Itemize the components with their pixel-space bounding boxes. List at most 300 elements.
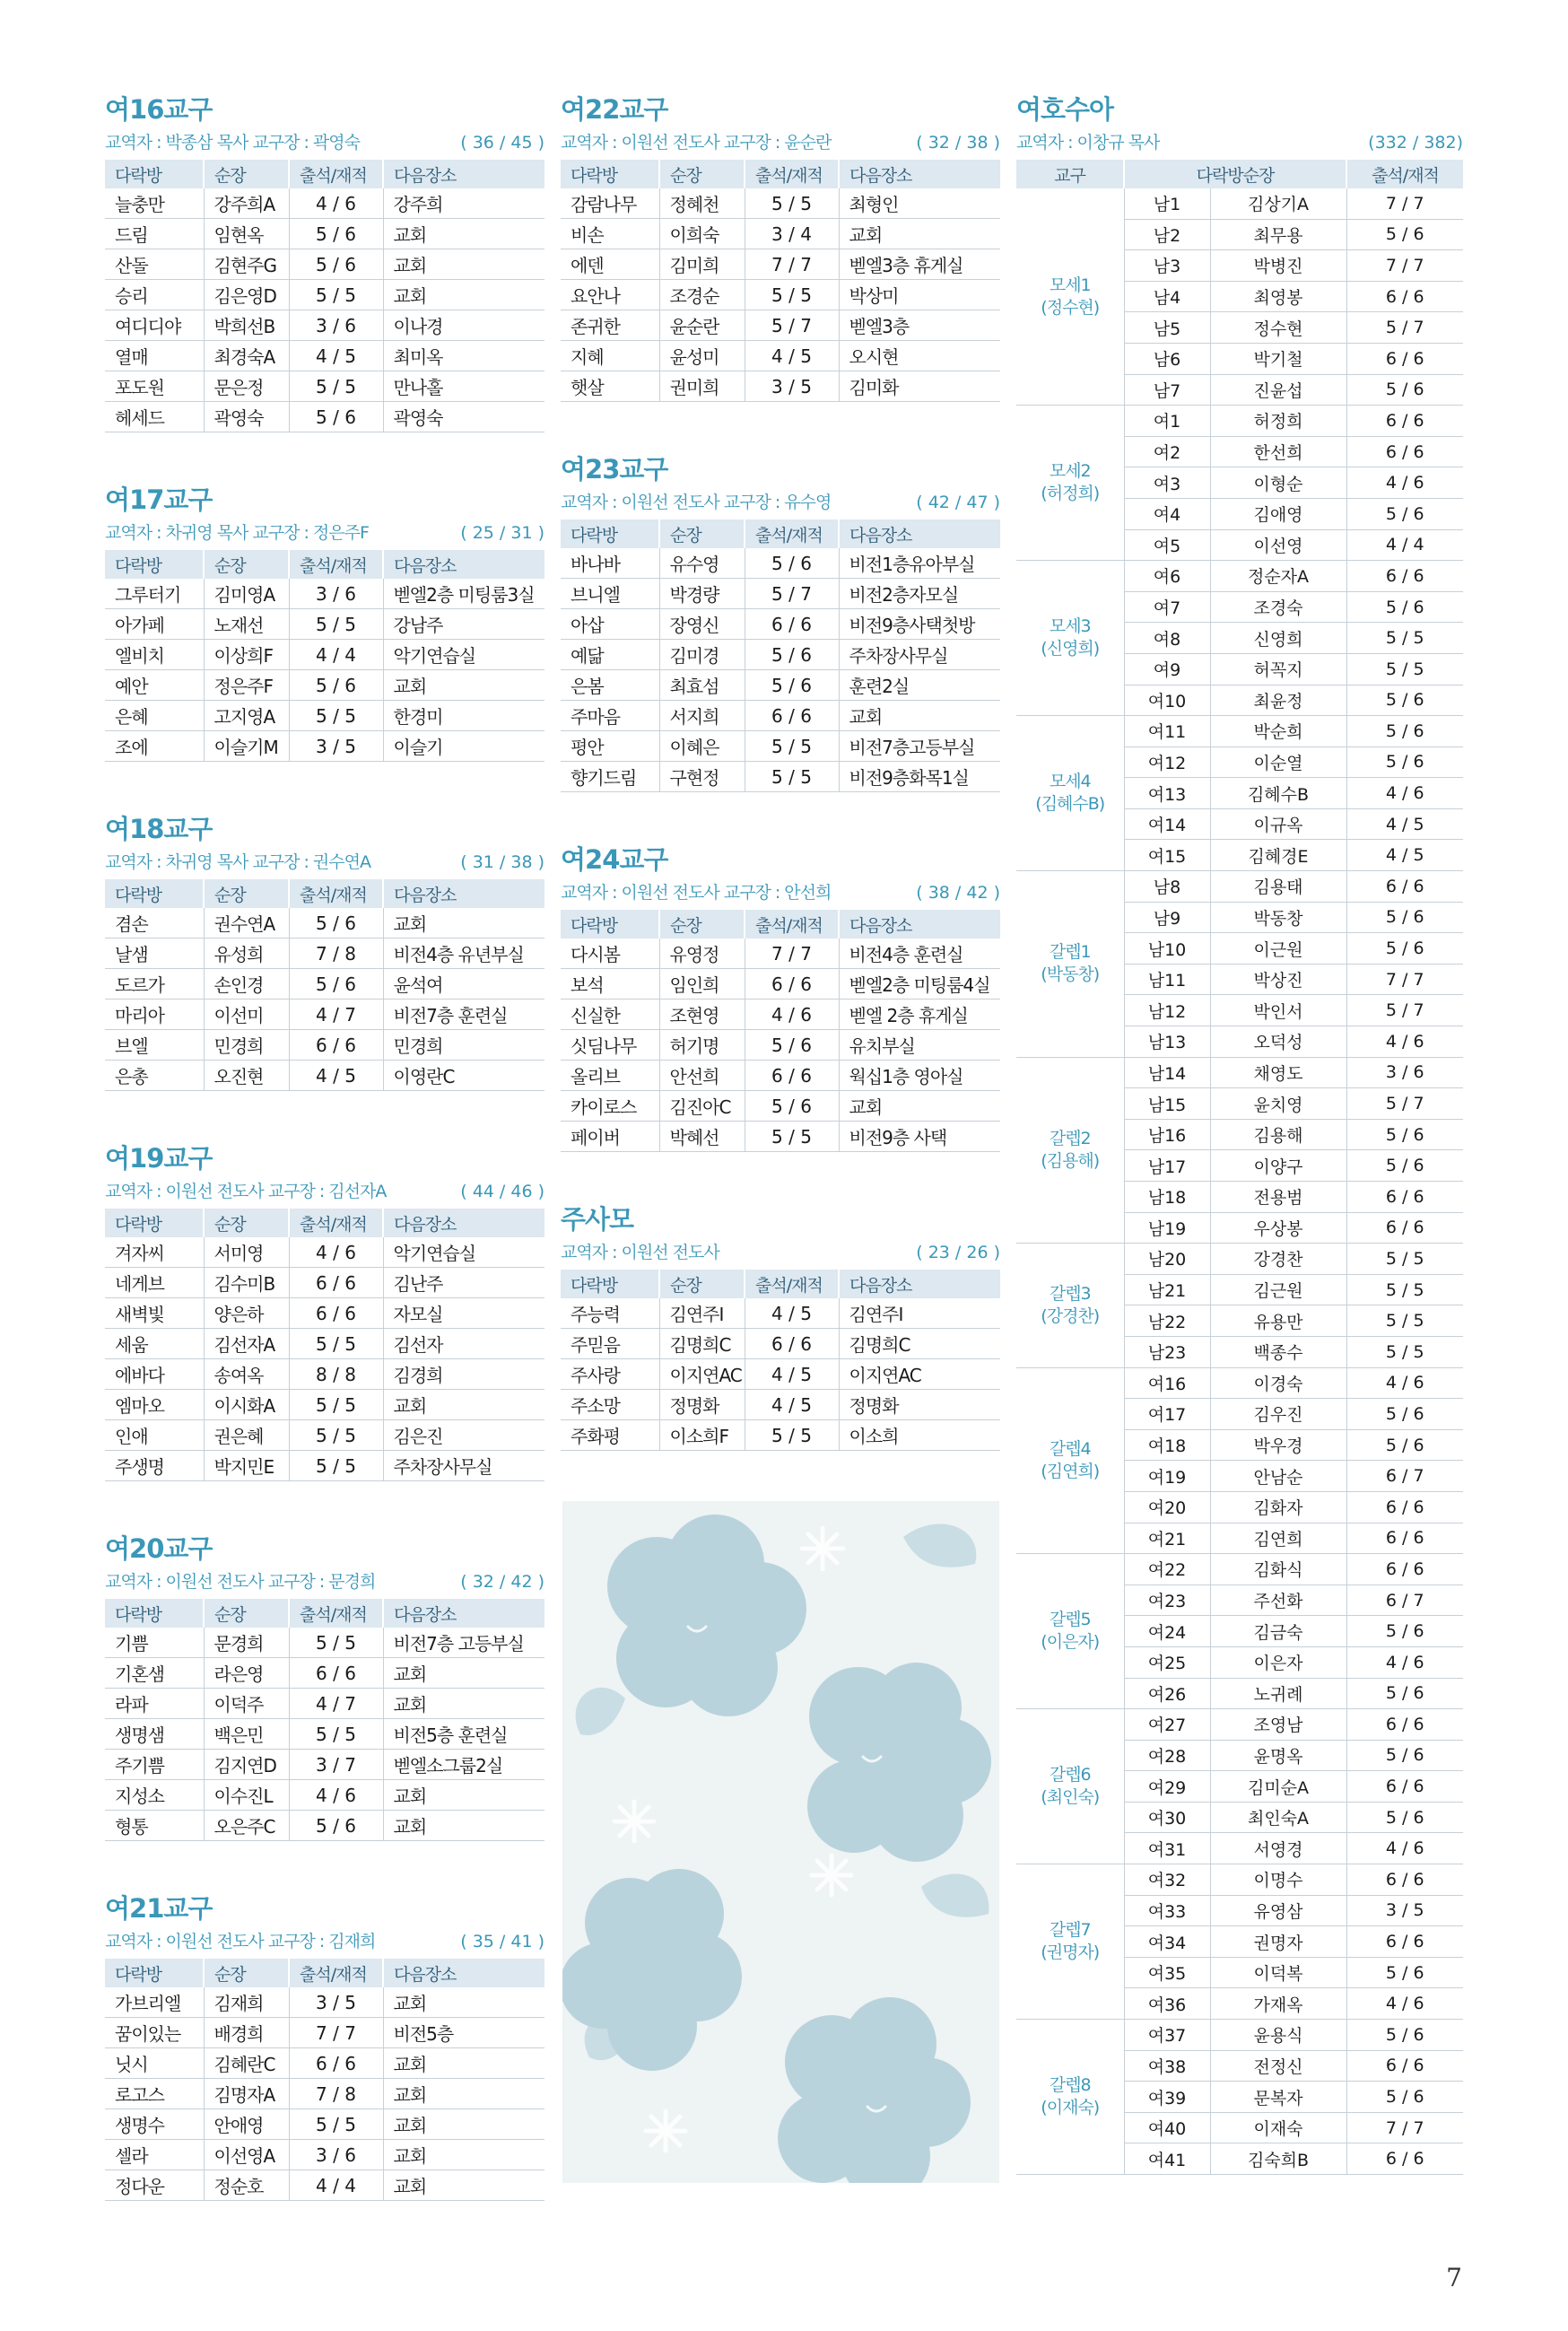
attended-value: 5: [1385, 907, 1397, 928]
leader-cell: 권수연A: [204, 908, 289, 939]
attended-value: 5: [1385, 503, 1397, 524]
attended-value: 4: [771, 1302, 783, 1324]
enrolled-value: 7: [1413, 2117, 1424, 2138]
room-cell: 남21: [1124, 1274, 1210, 1305]
room-cell: 남23: [1124, 1336, 1210, 1367]
enrolled-value: 6: [344, 912, 356, 934]
room-cell: 남8: [1124, 871, 1210, 903]
attendance-cell: 5 / 6: [289, 1811, 383, 1841]
attended-value: 7: [1385, 969, 1397, 990]
leader-cell: 김상기A: [1210, 188, 1346, 219]
leader-cell: 노귀례: [1210, 1678, 1346, 1709]
next-place-cell: 비전4층 유년부실: [383, 939, 544, 969]
enrolled-value: 6: [1413, 939, 1424, 959]
room-cell: 여3: [1124, 467, 1210, 499]
table-row: [561, 670, 1000, 701]
leader-cell: 박우경: [1210, 1429, 1346, 1461]
table-row: [105, 640, 544, 670]
leader-cell: 오은주C: [204, 1811, 289, 1841]
next-place-cell: 강남주: [383, 609, 544, 640]
table-row: [1016, 1554, 1463, 1585]
table-header-row: [105, 1209, 544, 1237]
enrolled-value: 6: [1413, 286, 1424, 307]
room-cell: 여26: [1124, 1678, 1210, 1709]
leader-cell: 김숙희B: [1210, 2143, 1346, 2175]
attendance-cell: 3 / 5: [289, 731, 383, 762]
attendance-cell: 3 / 6: [289, 310, 383, 341]
table-row: [105, 969, 544, 1000]
attended-value: 6: [1385, 1590, 1397, 1611]
leader-cell: 김용태: [1210, 871, 1346, 903]
table-row: [561, 1390, 1000, 1420]
table-header-row: [105, 550, 544, 579]
attendance-cell: 7 / 7: [745, 939, 839, 969]
room-cell: 여30: [1124, 1802, 1210, 1833]
leader-cell: 이경숙: [1210, 1367, 1346, 1399]
leader-cell: 조영남: [1210, 1709, 1346, 1741]
table-row: [561, 1122, 1000, 1152]
enrolled-value: 6: [344, 973, 356, 995]
attended-value: 7: [316, 942, 327, 965]
leader-cell: 박경량: [659, 579, 745, 609]
group-cell: [1016, 188, 1124, 406]
room-cell: 남5: [1124, 312, 1210, 344]
leader-cell: 이혜은: [659, 731, 745, 762]
attendance-cell: 5 / 5: [289, 1628, 383, 1658]
attendance-cell: 4 / 6: [289, 1780, 383, 1811]
attendance-cell: 5 / 5: [289, 1451, 383, 1481]
leader-cell: 권명자: [1210, 1926, 1346, 1958]
attended-value: 6: [771, 1332, 783, 1355]
leader-cell: 서미영: [204, 1237, 289, 1268]
enrolled-value: 7: [344, 1692, 356, 1715]
attended-value: 5: [1385, 1156, 1397, 1176]
leader-cell: 안선희: [659, 1061, 745, 1091]
column-header-next-place: 다음장소: [383, 879, 544, 908]
attended-value: 7: [316, 2021, 327, 2044]
attended-value: 4: [1385, 814, 1397, 834]
column-header-attendance: 출석/재적: [1346, 160, 1463, 188]
next-place-cell: 벧엘 2층 휴게실: [839, 1000, 1000, 1030]
leader-cell: 안애영: [204, 2109, 289, 2140]
column-header-attendance: 출석/재적: [745, 519, 839, 548]
attended-value: 5: [1385, 1621, 1397, 1642]
leader-cell: 고지영A: [204, 701, 289, 731]
section-leader: 교역자 : 박종삼 목사 교구장 : 곽영숙: [105, 133, 360, 153]
leader-cell: 박동창: [1210, 902, 1346, 933]
attendance-cell: 5 / 6: [745, 640, 839, 670]
section-leader: 교역자 : 이원선 전도사 교구장 : 김재희: [105, 1932, 376, 1951]
attended-value: 5: [316, 1454, 327, 1477]
enrolled-value: 6: [344, 2052, 356, 2074]
hosua-table: [1016, 160, 1463, 2175]
attended-value: 5: [316, 613, 327, 635]
table-row: [105, 1030, 544, 1061]
leader-cell: 김화식: [1210, 1554, 1346, 1585]
next-place-cell: 유치부실: [839, 1030, 1000, 1061]
group-name: 모세2: [1049, 461, 1091, 482]
attendance-cell: 4 / 7: [289, 1000, 383, 1030]
enrolled-value: 5: [800, 192, 812, 214]
section-meta: [561, 491, 1000, 514]
column-header-room: 다락방: [561, 1270, 659, 1298]
section-meta: [1016, 131, 1463, 154]
room-cell: 예안: [105, 670, 204, 701]
next-place-cell: 비전5층: [383, 2018, 544, 2048]
attendance-cell: 5 / 5: [745, 1420, 839, 1451]
column-header-attendance: 출석/재적: [289, 1959, 383, 1987]
room-cell: 여4: [1124, 498, 1210, 529]
table-row: [1016, 716, 1463, 747]
enrolled-value: 6: [800, 1034, 812, 1056]
enrolled-value: 7: [1413, 1590, 1424, 1611]
column-header-room: 다락방: [561, 910, 659, 939]
section-leader: 교역자 : 이원선 전도사 교구장 : 안선희: [561, 883, 832, 903]
attendance-cell: 5 / 5: [1346, 623, 1463, 654]
enrolled-value: 6: [1413, 2087, 1424, 2108]
attended-value: 4: [1385, 1373, 1397, 1393]
section-meta: [561, 131, 1000, 154]
enrolled-value: 5: [344, 1064, 356, 1087]
enrolled-value: 6: [800, 1003, 812, 1026]
next-place-cell: 훈련2실: [839, 670, 1000, 701]
room-cell: 꿈이있는: [105, 2018, 204, 2048]
attendance-cell: 7 / 8: [289, 2079, 383, 2109]
enrolled-value: 6: [1413, 1807, 1424, 1828]
leader-cell: 문은정: [204, 371, 289, 402]
room-cell: 새벽빛: [105, 1298, 204, 1329]
section-meta: [105, 1930, 544, 1953]
table-row: [105, 579, 544, 609]
attended-value: 5: [316, 253, 327, 275]
attended-value: 5: [771, 765, 783, 788]
enrolled-value: 5: [344, 1723, 356, 1745]
room-cell: 남19: [1124, 1212, 1210, 1244]
table-row: [561, 280, 1000, 310]
room-cell: 햇살: [561, 371, 659, 402]
room-cell: 겸손: [105, 908, 204, 939]
enrolled-value: 6: [1413, 2149, 1424, 2169]
room-cell: 여1: [1124, 406, 1210, 437]
next-place-cell: 교회: [383, 1811, 544, 1841]
room-cell: 여17: [1124, 1399, 1210, 1430]
leader-cell: 김금숙: [1210, 1616, 1346, 1647]
attendance-cell: 3 / 6: [289, 579, 383, 609]
room-cell: 닛시: [105, 2048, 204, 2079]
attended-value: 6: [1385, 876, 1397, 896]
group-name: 갈렙4: [1049, 1438, 1091, 1459]
column-header-room: 다락방: [561, 160, 659, 188]
leader-cell: 유수영: [659, 548, 745, 579]
attendance-cell: 4 / 6: [745, 1000, 839, 1030]
enrolled-value: 5: [1413, 1248, 1424, 1269]
enrolled-value: 7: [1413, 318, 1424, 338]
room-cell: 주믿음: [561, 1329, 659, 1359]
attended-value: 3: [771, 375, 783, 397]
room-cell: 향기드림: [561, 762, 659, 792]
table-row: [105, 908, 544, 939]
leader-cell: 윤명옥: [1210, 1740, 1346, 1771]
column-middle: [561, 94, 1000, 1503]
section-count: ( 44 / 46 ): [460, 1182, 544, 1201]
enrolled-value: 5: [800, 1393, 812, 1416]
enrolled-value: 6: [1413, 1373, 1424, 1393]
table-row: [561, 1061, 1000, 1091]
attendance-cell: 5 / 6: [1346, 1399, 1463, 1430]
next-place-cell: 교회: [383, 2048, 544, 2079]
enrolled-value: 5: [800, 375, 812, 397]
section-count: ( 23 / 26 ): [916, 1243, 1000, 1262]
room-cell: 네게브: [105, 1268, 204, 1298]
enrolled-value: 6: [1413, 876, 1424, 896]
column-header-leader: 순장: [204, 1209, 289, 1237]
attendance-cell: 6 / 6: [745, 1329, 839, 1359]
group-leader: (박동창): [1041, 965, 1100, 985]
column-header-leader: 순장: [204, 1959, 289, 1987]
attended-value: 5: [1385, 752, 1397, 773]
enrolled-value: 5: [800, 1125, 812, 1148]
attendance-cell: 5 / 6: [1346, 1957, 1463, 1988]
column-header-next-place: 다음장소: [839, 519, 1000, 548]
attendance-cell: 4 / 6: [1346, 1367, 1463, 1399]
leader-cell: 조경순: [659, 280, 745, 310]
next-place-cell: 비전1층유아부실: [839, 548, 1000, 579]
enrolled-value: 6: [1413, 1528, 1424, 1549]
table-row: [561, 609, 1000, 640]
table-row: [1016, 1367, 1463, 1399]
attended-value: 5: [1385, 720, 1397, 741]
enrolled-value: 6: [1413, 2056, 1424, 2076]
district-section: [105, 1893, 544, 2201]
attended-value: 5: [1385, 1403, 1397, 1424]
room-cell: 여23: [1124, 1585, 1210, 1616]
leader-cell: 노재선: [204, 609, 289, 640]
group-leader: (허정희): [1041, 484, 1100, 504]
attended-value: 4: [1385, 535, 1397, 555]
enrolled-value: 6: [1413, 1435, 1424, 1455]
leader-cell: 백은민: [204, 1719, 289, 1750]
attendance-cell: 5 / 6: [1346, 2082, 1463, 2113]
attended-value: 6: [1385, 1777, 1397, 1797]
attendance-cell: 4 / 5: [289, 341, 383, 371]
attendance-cell: 5 / 5: [289, 609, 383, 640]
room-cell: 은봄: [561, 670, 659, 701]
section-count: ( 32 / 38 ): [916, 133, 1000, 153]
room-cell: 정다운: [105, 2170, 204, 2201]
leader-cell: 민경희: [204, 1030, 289, 1061]
table-row: [105, 1268, 544, 1298]
table-row: [105, 2170, 544, 2201]
group-leader: (김혜수B): [1035, 794, 1105, 815]
room-cell: 여13: [1124, 778, 1210, 809]
enrolled-value: 7: [1413, 255, 1424, 275]
enrolled-value: 6: [1413, 1621, 1424, 1642]
attendance-cell: 5 / 5: [289, 280, 383, 310]
group-cell: [1016, 1864, 1124, 2020]
room-cell: 주화평: [561, 1420, 659, 1451]
attended-value: 4: [316, 1241, 327, 1263]
enrolled-value: 6: [344, 1034, 356, 1056]
group-leader: (김용해): [1041, 1150, 1100, 1171]
leader-cell: 임현옥: [204, 219, 289, 249]
room-cell: 마리아: [105, 1000, 204, 1030]
table-row: [561, 579, 1000, 609]
attended-value: 5: [316, 284, 327, 306]
enrolled-value: 6: [344, 582, 356, 605]
section-count: ( 35 / 41 ): [460, 1932, 544, 1951]
leader-cell: 라은영: [204, 1658, 289, 1689]
column-header-leader: 순장: [204, 1599, 289, 1628]
attended-value: 5: [771, 314, 783, 336]
next-place-cell: 교회: [383, 249, 544, 280]
leader-cell: 이지연AC: [659, 1359, 745, 1390]
district-section: [105, 1533, 544, 1841]
room-cell: 엠마오: [105, 1390, 204, 1420]
next-place-cell: 이소희: [839, 1420, 1000, 1451]
next-place-cell: 김경희: [383, 1359, 544, 1390]
attendance-cell: 3 / 7: [289, 1750, 383, 1780]
leader-cell: 김화자: [1210, 1491, 1346, 1523]
leader-cell: 안남순: [1210, 1461, 1346, 1492]
enrolled-value: 6: [344, 1241, 356, 1263]
next-place-cell: 김은진: [383, 1420, 544, 1451]
attended-value: 6: [1385, 1466, 1397, 1487]
column-header-next-place: 다음장소: [383, 1209, 544, 1237]
leader-cell: 이선미: [204, 1000, 289, 1030]
next-place-cell: 비전9층화목1실: [839, 762, 1000, 792]
attendance-cell: 7 / 7: [1346, 964, 1463, 995]
table-row: [105, 310, 544, 341]
attended-value: 5: [316, 1723, 327, 1745]
next-place-cell: 김명희C: [839, 1329, 1000, 1359]
room-cell: 평안: [561, 731, 659, 762]
attended-value: 4: [1385, 783, 1397, 804]
attendance-cell: 5 / 5: [1346, 653, 1463, 685]
next-place-cell: 교회: [383, 1689, 544, 1719]
attendance-cell: 6 / 6: [1346, 281, 1463, 312]
leader-cell: 김선자A: [204, 1329, 289, 1359]
leader-cell: 정혜천: [659, 188, 745, 219]
attended-value: 6: [1385, 348, 1397, 369]
leader-cell: 김연주I: [659, 1298, 745, 1329]
room-cell: 아가페: [105, 609, 204, 640]
next-place-cell: 벧엘2층 미팅룸4실: [839, 969, 1000, 1000]
attended-value: 6: [771, 973, 783, 995]
room-cell: 여28: [1124, 1740, 1210, 1771]
enrolled-value: 5: [1413, 659, 1424, 679]
room-cell: 여39: [1124, 2082, 1210, 2113]
attendance-cell: 6 / 6: [1346, 343, 1463, 374]
table-header-row: [561, 519, 1000, 548]
attendance-cell: 5 / 5: [289, 1719, 383, 1750]
attended-value: 5: [1385, 380, 1397, 400]
attendance-cell: 5 / 6: [289, 219, 383, 249]
group-cell: [1016, 1057, 1124, 1244]
table-row: [105, 731, 544, 762]
next-place-cell: 비전7층 훈련실: [383, 1000, 544, 1030]
section-title: 여22교구: [561, 94, 668, 125]
enrolled-value: 7: [800, 942, 812, 965]
leader-cell: 이선영A: [204, 2140, 289, 2170]
next-place-cell: 김연주I: [839, 1298, 1000, 1329]
leader-cell: 우상봉: [1210, 1212, 1346, 1244]
group-leader: (정수현): [1041, 297, 1100, 318]
table-header-row: [561, 910, 1000, 939]
attended-value: 3: [316, 582, 327, 605]
district-table: [105, 1599, 544, 1841]
attendance-cell: 4 / 5: [1346, 808, 1463, 840]
room-cell: 여16: [1124, 1367, 1210, 1399]
enrolled-value: 6: [800, 1095, 812, 1117]
column-header-next-place: 다음장소: [383, 1599, 544, 1628]
enrolled-value: 6: [344, 1302, 356, 1324]
attendance-cell: 5 / 7: [1346, 995, 1463, 1026]
table-header-row: [561, 1270, 1000, 1298]
attended-value: 5: [771, 674, 783, 696]
room-cell: 은총: [105, 1061, 204, 1091]
room-cell: 에덴: [561, 249, 659, 280]
room-cell: 엘비치: [105, 640, 204, 670]
leader-cell: 강주희A: [204, 188, 289, 219]
enrolled-value: 6: [344, 674, 356, 696]
room-cell: 여27: [1124, 1709, 1210, 1741]
attended-value: 5: [771, 552, 783, 574]
room-cell: 보석: [561, 969, 659, 1000]
leader-cell: 양은하: [204, 1298, 289, 1329]
attended-value: 5: [316, 2113, 327, 2135]
leader-cell: 이덕복: [1210, 1957, 1346, 1988]
next-place-cell: 비전5층 훈련실: [383, 1719, 544, 1750]
attended-value: 4: [771, 1393, 783, 1416]
leader-cell: 조현영: [659, 1000, 745, 1030]
next-place-cell: 벧엘3층 휴게실: [839, 249, 1000, 280]
section-leader: 교역자 : 이창규 목사: [1016, 133, 1160, 153]
enrolled-value: 6: [1413, 441, 1424, 462]
next-place-cell: 교회: [383, 2109, 544, 2140]
table-row: [105, 2048, 544, 2079]
section-title: 주사모: [561, 1204, 634, 1235]
table-row: [105, 188, 544, 219]
next-place-cell: 교회: [383, 1658, 544, 1689]
attended-value: 5: [1385, 1311, 1397, 1331]
leader-cell: 오덕성: [1210, 1026, 1346, 1058]
attendance-cell: 5 / 5: [289, 2109, 383, 2140]
attendance-cell: 5 / 6: [289, 249, 383, 280]
leader-cell: 배경희: [204, 2018, 289, 2048]
attendance-cell: 4 / 6: [1346, 1833, 1463, 1864]
attended-value: 5: [1385, 1683, 1397, 1704]
group-cell: [1016, 2020, 1124, 2175]
section-leader: 교역자 : 이원선 전도사 교구장 : 유수영: [561, 493, 832, 512]
enrolled-value: 5: [1413, 845, 1424, 866]
table-row: [105, 1658, 544, 1689]
column-header-room: 다락방: [561, 519, 659, 548]
attendance-cell: 4 / 5: [745, 1298, 839, 1329]
page-number: 7: [1446, 2263, 1462, 2292]
attendance-cell: 4 / 6: [1346, 467, 1463, 499]
room-cell: 남12: [1124, 995, 1210, 1026]
room-cell: 여18: [1124, 1429, 1210, 1461]
table-row: [1016, 2020, 1463, 2051]
attended-value: 5: [771, 1095, 783, 1117]
attendance-cell: 4 / 6: [289, 1237, 383, 1268]
attendance-cell: 4 / 6: [1346, 1646, 1463, 1678]
leader-cell: 허꼭지: [1210, 653, 1346, 685]
attended-value: 5: [771, 1125, 783, 1148]
attended-value: 4: [316, 1064, 327, 1087]
district-table: [105, 1959, 544, 2201]
enrolled-value: 6: [800, 973, 812, 995]
